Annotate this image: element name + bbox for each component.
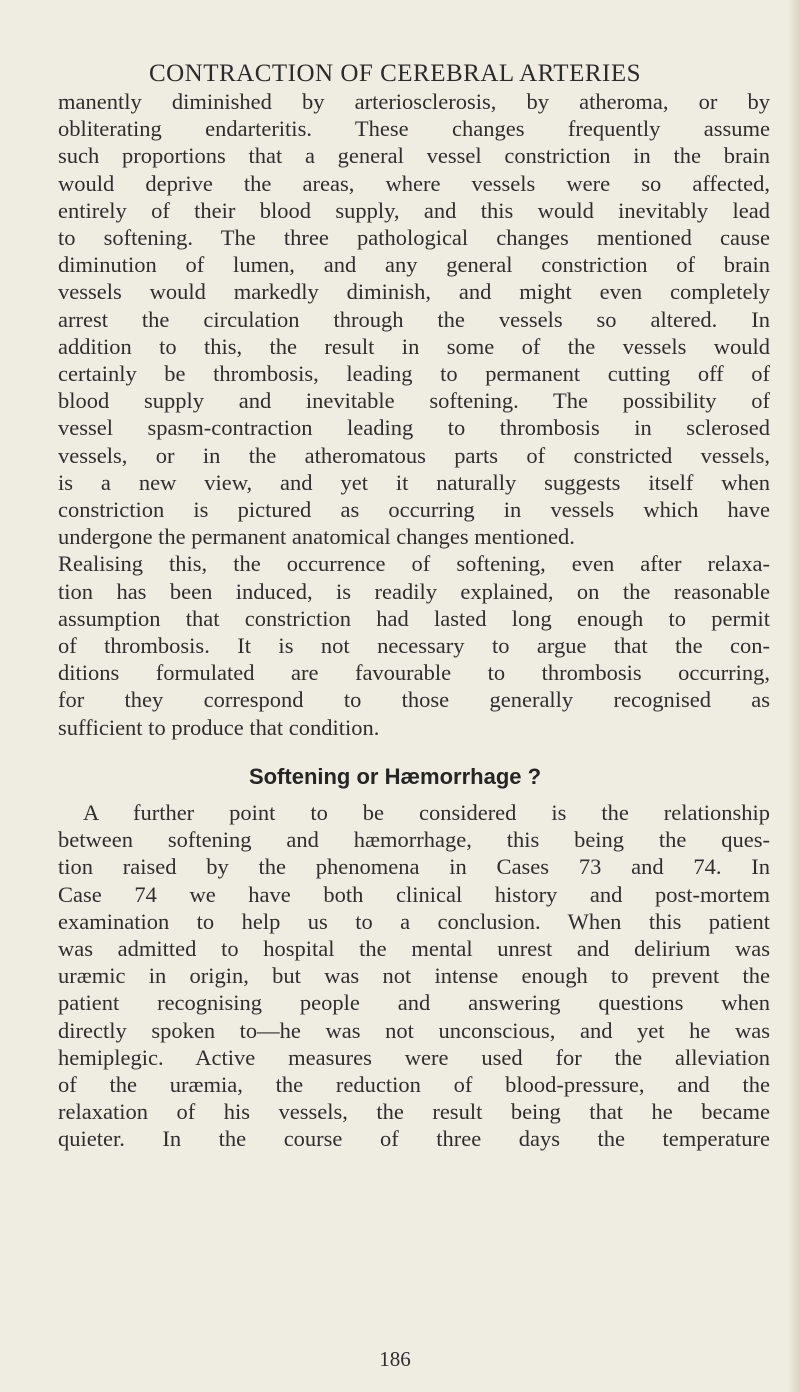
text-line: of thrombosis. It is not necessary to argue that the con- <box>58 633 770 659</box>
text-line: uræmic in origin, but was not intense enough to prevent the <box>58 963 770 989</box>
text-line: ditions formulated are favourable to thrombosis occurring, <box>58 660 770 686</box>
text-line: vessel spasm-contraction leading to thrombosis in sclerosed <box>58 415 770 441</box>
text-line: would deprive the areas, where vessels were so affected, <box>58 170 770 196</box>
running-header: CONTRACTION OF CEREBRAL ARTERIES <box>148 60 642 87</box>
text-line: is a new view, and yet it naturally suggests itself when <box>58 469 770 495</box>
page-edge-shadow <box>788 0 800 1392</box>
text-line: for they correspond to those generally recognised as <box>58 687 770 713</box>
text-line: certainly be thrombosis, leading to permanent cutting off of <box>58 361 770 387</box>
text-line: quieter. In the course of three days the temperature <box>58 1126 770 1152</box>
section-heading: Softening or Hæmorrhage ? <box>248 764 542 789</box>
text-line: obliterating endarteritis. These changes frequently assume <box>58 116 770 142</box>
text-line: between softening and hæmorrhage, this being the ques- <box>58 827 770 853</box>
text-line: tion has been induced, is readily explained, on the reasonable <box>58 578 770 604</box>
text-line: constriction is pictured as occurring in vessels which have <box>58 497 770 523</box>
text-line: addition to this, the result in some of the vessels would <box>58 333 770 359</box>
text-line: arrest the circulation through the vessels so altered. In <box>58 306 770 332</box>
text-line: examination to help us to a conclusion. When this patient <box>58 908 770 934</box>
text-line: Realising this, the occurrence of softening, even after relaxa- <box>58 551 770 577</box>
paragraph-1 <box>58 88 770 741</box>
text-line: A further point to be considered is the relationship <box>83 800 770 825</box>
text-line: sufficient to produce that condition. <box>58 714 380 740</box>
text-line: vessels, or in the atheromatous parts of constricted vessels, <box>58 442 770 468</box>
text-line: undergone the permanent anatomical changes mentioned. <box>58 524 575 550</box>
text-line: Case 74 we have both clinical history and post-mortem <box>58 881 770 907</box>
text-line: hemiplegic. Active measures were used for the alleviation <box>58 1044 770 1070</box>
text-line: was admitted to hospital the mental unrest and delirium was <box>58 936 770 962</box>
text-line: to softening. The three pathological changes mentioned cause <box>58 225 770 251</box>
page-number: 186 <box>379 1347 411 1371</box>
text-line: such proportions that a general vessel constriction in the brain <box>58 143 770 169</box>
text-line: entirely of their blood supply, and this would inevitably lead <box>58 197 770 223</box>
text-line: assumption that constriction had lasted long enough to permit <box>58 605 770 631</box>
text-line: relaxation of his vessels, the result being that he became <box>58 1099 770 1125</box>
text-line: blood supply and inevitable softening. The possibility of <box>58 388 770 414</box>
text-line: diminution of lumen, and any general constriction of brain <box>58 252 770 278</box>
text-line: directly spoken to—he was not unconscious, and yet he was <box>58 1017 770 1043</box>
text-line: patient recognising people and answering questions when <box>58 990 770 1016</box>
text-line: of the uræmia, the reduction of blood-pressure, and the <box>58 1072 770 1098</box>
paragraph-2 <box>58 799 770 1153</box>
text-line: manently diminished by arteriosclerosis, by atheroma, or by <box>58 89 770 114</box>
text-line: vessels would markedly diminish, and might even completely <box>58 279 770 305</box>
text-line: tion raised by the phenomena in Cases 73 and 74. In <box>58 854 770 880</box>
